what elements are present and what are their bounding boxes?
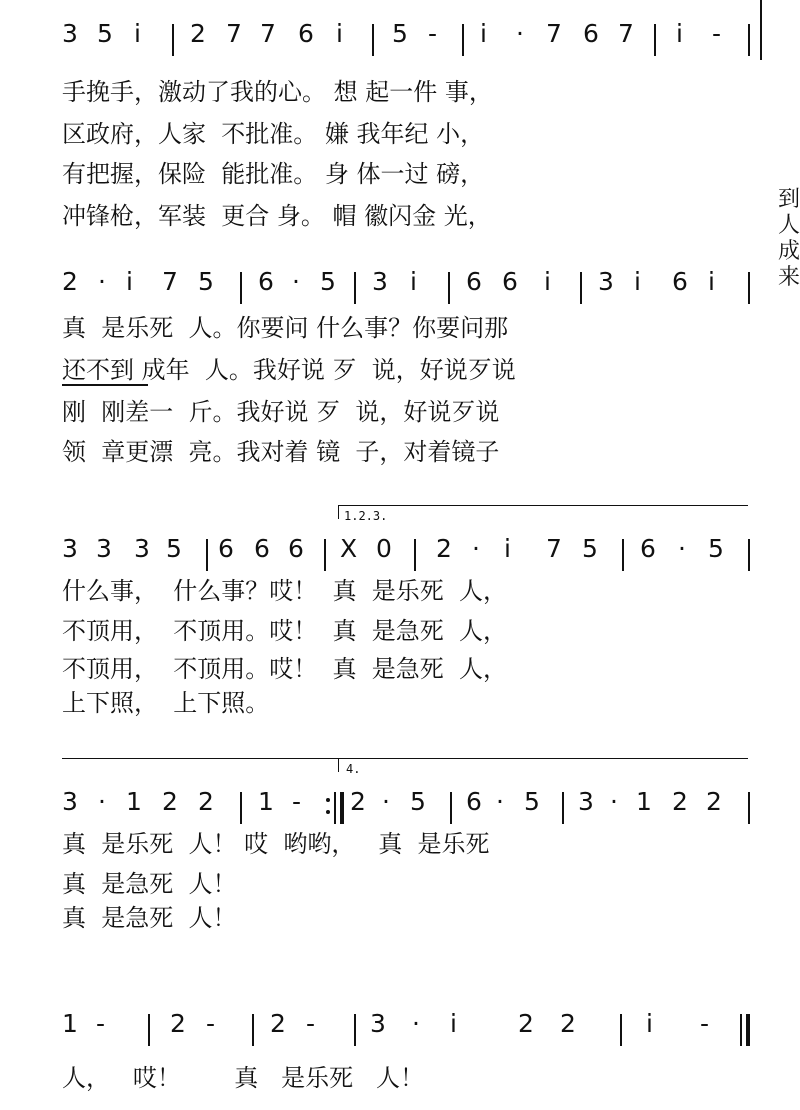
note: 3 — [578, 787, 594, 816]
volta-bracket — [338, 758, 339, 772]
margin-line — [760, 0, 762, 60]
note: 6 — [672, 267, 688, 296]
note: 6 — [258, 267, 274, 296]
repeat-barline — [340, 792, 344, 824]
note: i — [544, 267, 551, 296]
note: i — [336, 19, 343, 48]
note: - — [306, 1009, 316, 1038]
lyric-underline — [62, 384, 148, 386]
barline — [748, 272, 750, 304]
lyric-line: 不顶用， 不顶用。哎！ 真 是急死 人， — [62, 617, 508, 645]
note: 2 — [706, 787, 722, 816]
volta-bracket — [338, 505, 748, 506]
note: 6 — [288, 534, 304, 563]
lyric-line: 有把握，保险 能批准。 身 体一过 磅， — [62, 160, 485, 188]
note: i — [646, 1009, 653, 1038]
note: 1 — [126, 787, 142, 816]
note: 5 — [392, 19, 408, 48]
note: 2 — [560, 1009, 576, 1038]
side-char: 来 — [778, 265, 800, 290]
notes-row-5 — [0, 1010, 797, 1050]
note: 7 — [226, 19, 242, 48]
repeat-barline — [334, 792, 336, 824]
note: 1 — [636, 787, 652, 816]
note: · — [516, 19, 524, 48]
barline — [748, 792, 750, 824]
note: 2 — [190, 19, 206, 48]
note: i — [708, 267, 715, 296]
barline — [148, 1014, 150, 1046]
note: i — [676, 19, 683, 48]
note: · — [292, 267, 300, 296]
barline — [172, 24, 174, 56]
lyric-line: 真 是乐死 人。你要问 什么事？你要问那 — [62, 314, 509, 342]
note: 3 — [62, 787, 78, 816]
lyric-line: 真 是急死 人！ — [62, 904, 237, 932]
note: 2 — [198, 787, 214, 816]
volta-bracket — [62, 758, 338, 759]
barline — [324, 539, 326, 571]
note: 5 — [198, 267, 214, 296]
note: 3 — [62, 534, 78, 563]
note: 6 — [254, 534, 270, 563]
volta-bracket — [338, 505, 339, 519]
note: 2 — [350, 787, 366, 816]
note: 3 — [598, 267, 614, 296]
barline — [654, 24, 656, 56]
barline — [240, 792, 242, 824]
lyric-line: 还不到 成年 人。我好说 歹 说，好说歹说 — [62, 356, 516, 384]
note: 2 — [436, 534, 452, 563]
note: · — [98, 787, 106, 816]
note: i — [126, 267, 133, 296]
note: 2 — [162, 787, 178, 816]
note: 6 — [466, 787, 482, 816]
lyric-line: 领 章更漂 亮。我对着 镜 子，对着镜子 — [62, 438, 500, 466]
note: i — [134, 19, 141, 48]
note: 7 — [546, 534, 562, 563]
note: 5 — [708, 534, 724, 563]
barline — [240, 272, 242, 304]
note: - — [700, 1009, 710, 1038]
note: 5 — [166, 534, 182, 563]
note: X — [340, 534, 358, 563]
barline — [448, 272, 450, 304]
note: i — [450, 1009, 457, 1038]
note: 1 — [62, 1009, 78, 1038]
note: · — [678, 534, 686, 563]
note: · — [382, 787, 390, 816]
lyric-line: 手挽手，激动了我的心。 想 起一件 事， — [62, 78, 493, 106]
barline — [206, 539, 208, 571]
barline — [562, 792, 564, 824]
note: 6 — [640, 534, 656, 563]
note: i — [480, 19, 487, 48]
note: 3 — [134, 534, 150, 563]
note: 7 — [546, 19, 562, 48]
note: · — [472, 534, 480, 563]
final-barline — [746, 1014, 750, 1046]
barline — [414, 539, 416, 571]
lyric-line: 什么事， 什么事？哎！ 真 是乐死 人， — [62, 577, 508, 605]
side-char: 成 — [778, 239, 800, 264]
barline — [462, 24, 464, 56]
note: · — [98, 267, 106, 296]
note: · — [610, 787, 618, 816]
note: - — [428, 19, 438, 48]
note: - — [206, 1009, 216, 1038]
note: 5 — [97, 19, 113, 48]
note: 3 — [62, 19, 78, 48]
side-char: 人 — [778, 213, 800, 238]
note: 5 — [320, 267, 336, 296]
lyric-line: 人， 哎！ 真 是乐死 人！ — [62, 1064, 425, 1092]
note: - — [96, 1009, 106, 1038]
notes-row-2 — [0, 268, 797, 308]
barline — [354, 1014, 356, 1046]
barline — [372, 24, 374, 56]
note: 1 — [258, 787, 274, 816]
barline — [748, 539, 750, 571]
note: 3 — [96, 534, 112, 563]
lyric-line: 刚 刚差一 斤。我好说 歹 说，好说歹说 — [62, 398, 500, 426]
barline — [748, 24, 750, 56]
barline — [450, 792, 452, 824]
notes-row-4 — [0, 788, 797, 828]
repeat-dot — [326, 798, 330, 802]
volta-label: 1.2.3. — [344, 509, 388, 523]
lyric-line: 冲锋枪，军装 更合 身。 帽 徽闪金 光， — [62, 202, 492, 230]
note: 2 — [62, 267, 78, 296]
note: 5 — [524, 787, 540, 816]
note: 3 — [370, 1009, 386, 1038]
barline — [354, 272, 356, 304]
lyric-line: 真 是乐死 人！ 哎 哟哟， 真 是乐死 — [62, 830, 490, 858]
note: 6 — [583, 19, 599, 48]
volta-bracket — [338, 758, 748, 759]
note: 2 — [518, 1009, 534, 1038]
note: - — [712, 19, 722, 48]
note: 5 — [582, 534, 598, 563]
final-barline — [740, 1014, 742, 1046]
note: 7 — [618, 19, 634, 48]
barline — [580, 272, 582, 304]
barline — [622, 539, 624, 571]
note: i — [410, 267, 417, 296]
note: i — [504, 534, 511, 563]
side-char: 到 — [778, 187, 800, 212]
note: 3 — [372, 267, 388, 296]
note: 6 — [298, 19, 314, 48]
note: 6 — [466, 267, 482, 296]
note: 0 — [376, 534, 392, 563]
note: · — [496, 787, 504, 816]
lyric-line: 区政府，人家 不批准。 嫌 我年纪 小， — [62, 120, 485, 148]
note: 7 — [162, 267, 178, 296]
lyric-line: 不顶用， 不顶用。哎！ 真 是急死 人， — [62, 655, 508, 683]
note: 5 — [410, 787, 426, 816]
note: 2 — [270, 1009, 286, 1038]
lyric-line: 上下照， 上下照。 — [62, 689, 270, 717]
barline — [252, 1014, 254, 1046]
lyric-line: 真 是急死 人！ — [62, 870, 237, 898]
note: 2 — [672, 787, 688, 816]
barline — [620, 1014, 622, 1046]
note: 2 — [170, 1009, 186, 1038]
note: 6 — [218, 534, 234, 563]
repeat-dot — [326, 810, 330, 814]
note: · — [412, 1009, 420, 1038]
notes-row-1 — [0, 20, 797, 60]
note: 7 — [260, 19, 276, 48]
note: i — [634, 267, 641, 296]
notes-row-3 — [0, 535, 797, 575]
volta-label: 4. — [346, 762, 361, 776]
note: 6 — [502, 267, 518, 296]
note: - — [292, 787, 302, 816]
